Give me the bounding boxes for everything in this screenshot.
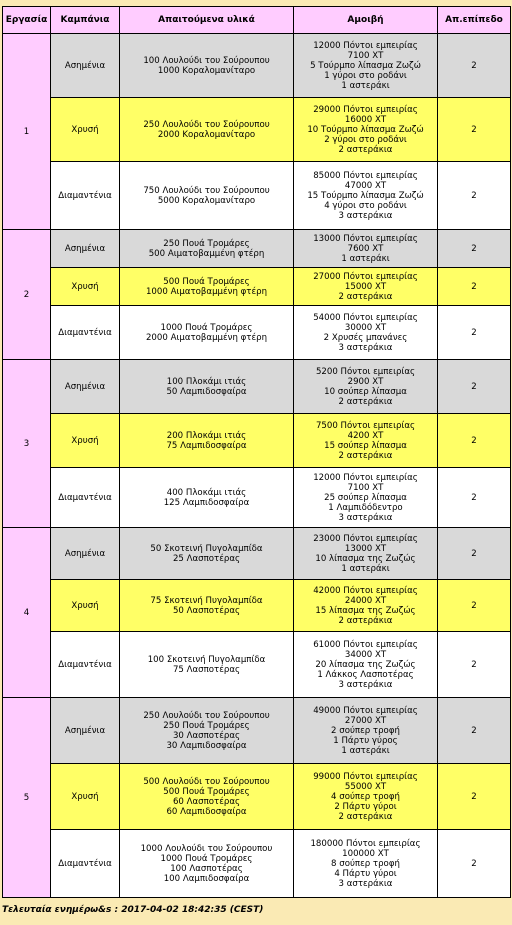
table-row: [3, 764, 511, 830]
reward-line: 55000 ΧΤ: [344, 781, 387, 792]
reward-line: 1 Λαμπιδόδεντρο: [328, 502, 403, 513]
materials-cell: [120, 268, 294, 306]
materials-line: 250 Πουά Τρομάρες: [163, 720, 250, 731]
reward-line: 27000 Πόντοι εμπειρίας: [313, 271, 418, 282]
materials-line: 100 Πλοκάμι ιτιάς: [166, 376, 247, 387]
reward-line: 1 αστεράκι: [341, 745, 390, 756]
reward-line: 2 Χρυσές μπανάνες: [323, 332, 408, 343]
reward-cell: [294, 98, 438, 162]
table-row: [3, 580, 511, 632]
reward-line: 24000 ΧΤ: [344, 595, 387, 606]
reward-cell: [294, 632, 438, 698]
materials-cell: [120, 764, 294, 830]
table-row: [3, 34, 511, 98]
materials-line: 75 Λαμπιδοσφαίρα: [166, 440, 247, 451]
reward-cell: [294, 580, 438, 632]
reward-line: 2 αστεράκια: [338, 811, 393, 822]
table-row: [3, 360, 511, 414]
materials-line: 500 Αιματοβαμμένη φτέρη: [148, 248, 265, 259]
campaign-cell: Χρυσή: [51, 764, 120, 830]
reward-line: 10 λίπασμα της Ζωζώς: [315, 553, 416, 564]
materials-line: 500 Πουά Τρομάρες: [163, 276, 250, 287]
table-row: [3, 306, 511, 360]
reward-line: 4 γύροι στο ροδάνι: [324, 200, 407, 211]
reward-line: 3 αστεράκια: [338, 210, 393, 221]
reward-line: 13000 Πόντοι εμπειρίας: [313, 233, 418, 244]
level-cell: 2: [438, 468, 511, 528]
reward-cell: [294, 306, 438, 360]
reward-line: 3 αστεράκια: [338, 342, 393, 353]
last-updated-footer: Τελευταία ενημέρω&s : 2017-04-02 18:42:35 (CEST): [2, 905, 264, 915]
task-number-cell: 5: [3, 698, 51, 898]
reward-line: 85000 Πόντοι εμπειρίας: [313, 170, 418, 181]
reward-line: 1 αστεράκι: [341, 80, 390, 91]
materials-cell: [120, 632, 294, 698]
materials-cell: [120, 98, 294, 162]
reward-line: 5 Τούρμπο λίπασμα Ζωζώ: [310, 60, 421, 71]
reward-cell: [294, 830, 438, 898]
campaign-cell: Χρυσή: [51, 580, 120, 632]
materials-line: 500 Λουλούδι του Σούρουπου: [143, 776, 270, 787]
reward-cell: [294, 414, 438, 468]
materials-cell: [120, 580, 294, 632]
reward-line: 29000 Πόντοι εμπειρίας: [313, 104, 418, 115]
reward-line: 27000 ΧΤ: [344, 715, 387, 726]
reward-line: 7100 ΧΤ: [347, 50, 384, 61]
level-cell: 2: [438, 414, 511, 468]
reward-line: 2 σούπερ τροφή: [331, 725, 400, 736]
table-row: [3, 98, 511, 162]
reward-cell: [294, 162, 438, 230]
materials-line: 30 Λαμπιδοσφαίρα: [166, 740, 247, 751]
reward-line: 12000 Πόντοι εμπειρίας: [313, 472, 418, 483]
reward-line: 2 αστεράκια: [338, 144, 393, 155]
quest-table: [2, 6, 511, 898]
reward-line: 20 λίπασμα της Ζωζώς: [315, 659, 416, 670]
reward-line: 1 γύροι στο ροδάνι: [324, 70, 407, 81]
reward-line: 3 αστεράκια: [338, 512, 393, 523]
campaign-cell: Διαμαντένια: [51, 632, 120, 698]
materials-line: 30 Λασποτέρας: [172, 730, 241, 741]
campaign-cell: Ασημένια: [51, 34, 120, 98]
materials-line: 1000 Πουά Τρομάρες: [160, 853, 253, 864]
materials-line: 100 Λουλούδι του Σούρουπου: [143, 55, 270, 66]
materials-line: 400 Πλοκάμι ιτιάς: [166, 487, 247, 498]
level-cell: 2: [438, 34, 511, 98]
reward-line: 2 αστεράκια: [338, 450, 393, 461]
level-cell: 2: [438, 306, 511, 360]
level-cell: 2: [438, 360, 511, 414]
reward-line: 7100 ΧΤ: [347, 482, 384, 493]
reward-line: 2 γύροι στο ροδάνι: [324, 134, 407, 145]
campaign-cell: Ασημένια: [51, 360, 120, 414]
materials-cell: [120, 830, 294, 898]
table-row: [3, 230, 511, 268]
materials-line: 50 Λασποτέρας: [172, 605, 241, 616]
materials-line: 250 Λουλούδι του Σούρουπου: [143, 119, 270, 130]
materials-cell: [120, 360, 294, 414]
reward-line: 180000 Πόντοι εμπειρίας: [310, 838, 421, 849]
reward-line: 47000 ΧΤ: [344, 180, 387, 191]
campaign-cell: Διαμαντένια: [51, 162, 120, 230]
materials-line: 50 Λαμπιδοσφαίρα: [166, 386, 247, 397]
header-task: Εργασία: [3, 7, 51, 34]
table-row: [3, 414, 511, 468]
reward-line: 2 αστεράκια: [338, 615, 393, 626]
materials-cell: [120, 528, 294, 580]
reward-line: 12000 Πόντοι εμπειρίας: [313, 40, 418, 51]
reward-line: 34000 ΧΤ: [344, 649, 387, 660]
campaign-cell: Χρυσή: [51, 414, 120, 468]
materials-line: 1000 Λουλούδι του Σούρουπου: [140, 843, 273, 854]
level-cell: 2: [438, 528, 511, 580]
materials-line: 1000 Κοραλομανίταρο: [157, 65, 256, 76]
level-cell: 2: [438, 268, 511, 306]
reward-cell: [294, 468, 438, 528]
reward-cell: [294, 528, 438, 580]
task-number-cell: 3: [3, 360, 51, 528]
reward-line: 4200 ΧΤ: [347, 430, 384, 441]
reward-line: 1 Λάκκος Λασποτέρας: [317, 669, 414, 680]
reward-line: 23000 Πόντοι εμπειρίας: [313, 533, 418, 544]
materials-line: 5000 Κοραλομανίταρο: [157, 195, 256, 206]
reward-line: 13000 ΧΤ: [344, 543, 387, 554]
level-cell: 2: [438, 632, 511, 698]
table-row: [3, 162, 511, 230]
campaign-cell: Χρυσή: [51, 98, 120, 162]
reward-cell: [294, 698, 438, 764]
reward-line: 49000 Πόντοι εμπειρίας: [313, 705, 418, 716]
table-row: [3, 468, 511, 528]
reward-line: 2900 ΧΤ: [347, 376, 384, 387]
materials-line: 60 Λασποτέρας: [172, 796, 241, 807]
materials-line: 25 Λασποτέρας: [172, 553, 241, 564]
materials-line: 125 Λαμπιδοσφαίρα: [163, 497, 250, 508]
reward-line: 42000 Πόντοι εμπειρίας: [313, 585, 418, 596]
materials-line: 200 Πλοκάμι ιτιάς: [166, 430, 247, 441]
reward-line: 16000 ΧΤ: [344, 114, 387, 125]
table-row: [3, 632, 511, 698]
reward-line: 2 Πάρτυ γύροι: [334, 801, 397, 812]
level-cell: 2: [438, 764, 511, 830]
reward-line: 15 σούπερ λίπασμα: [324, 440, 407, 451]
materials-line: 500 Πουά Τρομάρες: [163, 786, 250, 797]
level-cell: 2: [438, 698, 511, 764]
materials-line: 250 Λουλούδι του Σούρουπου: [143, 710, 270, 721]
reward-line: 1 αστεράκι: [341, 563, 390, 574]
campaign-cell: Ασημένια: [51, 698, 120, 764]
header-row: [3, 7, 511, 34]
header-campaign: Καμπάνια: [51, 7, 120, 34]
reward-line: 7600 ΧΤ: [347, 243, 384, 254]
task-number-cell: 1: [3, 34, 51, 230]
reward-line: 4 σούπερ τροφή: [331, 791, 400, 802]
campaign-cell: Διαμαντένια: [51, 306, 120, 360]
materials-line: 75 Λασποτέρας: [172, 664, 241, 675]
materials-line: 100 Λασποτέρας: [170, 863, 243, 874]
reward-cell: [294, 268, 438, 306]
level-cell: 2: [438, 98, 511, 162]
campaign-cell: Ασημένια: [51, 528, 120, 580]
reward-line: 61000 Πόντοι εμπειρίας: [313, 639, 418, 650]
materials-line: 2000 Αιματοβαμμένη φτέρη: [145, 332, 268, 343]
quest-table-container: [2, 6, 510, 898]
reward-line: 10 σούπερ λίπασμα: [324, 386, 407, 397]
header-level: Απ.επίπεδο: [438, 7, 511, 34]
reward-line: 15 λίπασμα της Ζωζώς: [315, 605, 416, 616]
reward-line: 30000 ΧΤ: [344, 322, 387, 333]
reward-line: 10 Τούρμπο λίπασμα Ζωζώ: [307, 124, 424, 135]
header-materials: Απαιτούμενα υλικά: [120, 7, 294, 34]
table-row: [3, 528, 511, 580]
materials-cell: [120, 414, 294, 468]
table-row: [3, 268, 511, 306]
reward-line: 2 αστεράκια: [338, 291, 393, 302]
level-cell: 2: [438, 230, 511, 268]
campaign-cell: Χρυσή: [51, 268, 120, 306]
materials-cell: [120, 306, 294, 360]
materials-line: 750 Λουλούδι του Σούρουπου: [143, 185, 270, 196]
campaign-cell: Ασημένια: [51, 230, 120, 268]
task-number-cell: 4: [3, 528, 51, 698]
campaign-cell: Διαμαντένια: [51, 830, 120, 898]
materials-cell: [120, 34, 294, 98]
materials-line: 60 Λαμπιδοσφαίρα: [166, 806, 247, 817]
header-reward: Αμοιβή: [294, 7, 438, 34]
reward-line: 54000 Πόντοι εμπειρίας: [313, 312, 418, 323]
reward-cell: [294, 34, 438, 98]
materials-cell: [120, 698, 294, 764]
task-number-cell: 2: [3, 230, 51, 360]
level-cell: 2: [438, 580, 511, 632]
materials-line: 100 Λαμπιδοσφαίρα: [163, 873, 250, 884]
reward-line: 15000 ΧΤ: [344, 281, 387, 292]
level-cell: 2: [438, 162, 511, 230]
table-row: [3, 698, 511, 764]
reward-line: 7500 Πόντοι εμπειρίας: [315, 420, 416, 431]
reward-line: 99000 Πόντοι εμπειρίας: [313, 771, 418, 782]
reward-line: 1 Πάρτυ γύρος: [333, 735, 398, 746]
materials-cell: [120, 230, 294, 268]
reward-cell: [294, 230, 438, 268]
reward-cell: [294, 764, 438, 830]
materials-line: 250 Πουά Τρομάρες: [163, 238, 250, 249]
materials-line: 50 Σκοτεινή Πυγολαμπίδα: [150, 543, 263, 554]
campaign-cell: Διαμαντένια: [51, 468, 120, 528]
reward-line: 4 Πάρτυ γύροι: [334, 868, 397, 879]
reward-line: 25 σούπερ λίπασμα: [324, 492, 407, 503]
reward-line: 2 αστεράκια: [338, 396, 393, 407]
reward-line: 5200 Πόντοι εμπειρίας: [315, 366, 416, 377]
quest-table-body: [3, 34, 511, 898]
reward-line: 8 σούπερ τροφή: [331, 858, 400, 869]
table-row: [3, 830, 511, 898]
reward-cell: [294, 360, 438, 414]
reward-line: 100000 ΧΤ: [342, 848, 389, 859]
reward-line: 3 αστεράκια: [338, 679, 393, 690]
materials-line: 2000 Κοραλομανίταρο: [157, 129, 256, 140]
materials-line: 1000 Πουά Τρομάρες: [160, 322, 253, 333]
level-cell: 2: [438, 830, 511, 898]
reward-line: 3 αστεράκια: [338, 878, 393, 889]
materials-line: 75 Σκοτεινή Πυγολαμπίδα: [150, 595, 263, 606]
reward-line: 15 Τούρμπο λίπασμα Ζωζώ: [307, 190, 424, 201]
materials-line: 100 Σκοτεινή Πυγολαμπίδα: [147, 654, 266, 665]
materials-cell: [120, 162, 294, 230]
materials-cell: [120, 468, 294, 528]
materials-line: 1000 Αιματοβαμμένη φτέρη: [145, 286, 268, 297]
reward-line: 1 αστεράκι: [341, 253, 390, 264]
